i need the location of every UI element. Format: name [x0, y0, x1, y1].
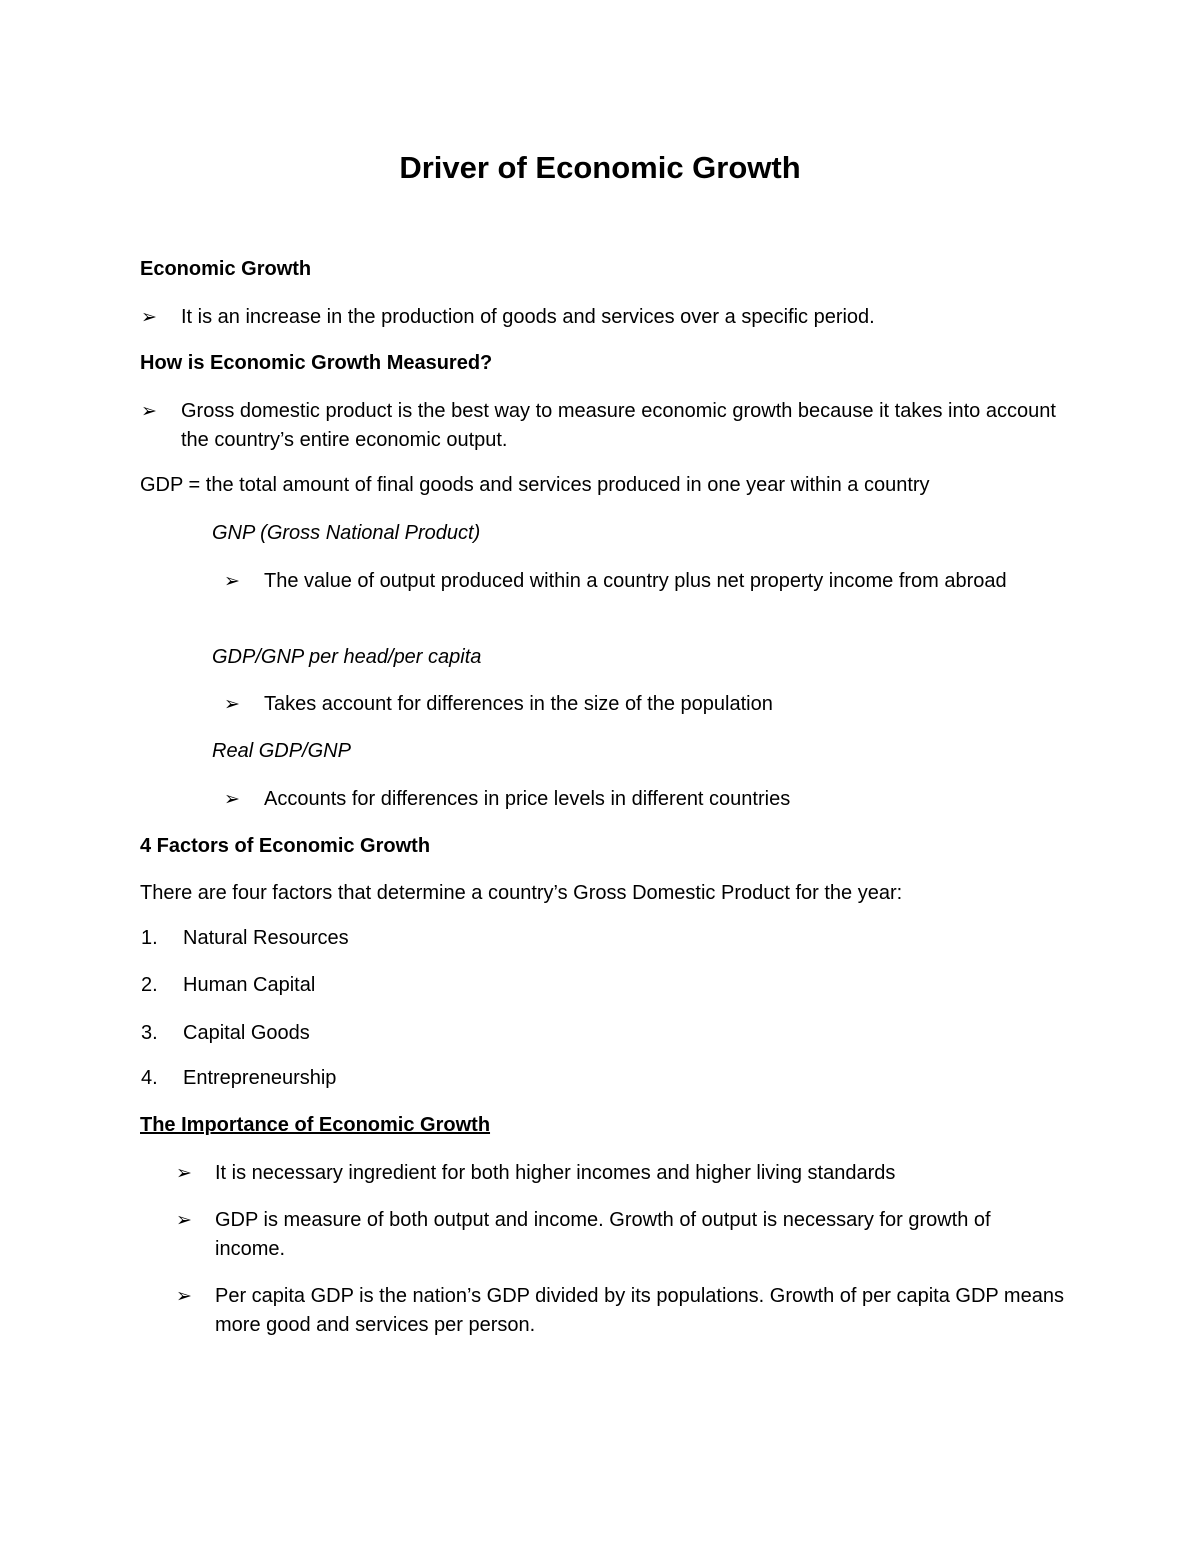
bullet-text: Takes account for differences in the size of the population [264, 693, 773, 715]
bullet-text: Accounts for differences in price levels in different countries [264, 788, 791, 810]
arrow-bullet-icon: ➢ [141, 401, 157, 422]
bullet-text: Gross domestic product is the best way to measure economic growth because it takes into account the country’s entire economic output. [181, 400, 1056, 451]
list-item: Human Capital [183, 974, 316, 996]
list-number: 2. [141, 974, 158, 996]
arrow-bullet-icon: ➢ [224, 571, 240, 592]
gdp-definition: GDP = the total amount of final goods and services produced in one year within a country [140, 474, 930, 496]
list-item: Natural Resources [183, 927, 349, 949]
bullet-text: The value of output produced within a country plus net property income from abroad [264, 570, 1007, 592]
bullet-text: Per capita GDP is the nation’s GDP divided by its populations. Growth of per capita GDP means more good and services per person. [215, 1285, 1064, 1336]
factors-intro: There are four factors that determine a country’s Gross Domestic Product for the year: [140, 882, 903, 904]
list-number: 4. [141, 1067, 158, 1089]
document-title: Driver of Economic Growth [399, 150, 801, 185]
section-heading-factors: 4 Factors of Economic Growth [140, 835, 431, 857]
list-number: 3. [141, 1022, 158, 1044]
list-item: Entrepreneurship [183, 1067, 337, 1089]
sub-heading-per-capita: GDP/GNP per head/per capita [212, 646, 482, 668]
arrow-bullet-icon: ➢ [176, 1210, 192, 1231]
bullet-text: It is an increase in the production of goods and services over a specific period. [181, 306, 875, 328]
list-number: 1. [141, 927, 158, 949]
arrow-bullet-icon: ➢ [224, 789, 240, 810]
list-item: Capital Goods [183, 1022, 310, 1044]
section-heading-importance: The Importance of Economic Growth [140, 1114, 491, 1136]
arrow-bullet-icon: ➢ [224, 694, 240, 715]
arrow-bullet-icon: ➢ [176, 1163, 192, 1184]
bullet-text: GDP is measure of both output and income. Growth of output is necessary for growth of income. [215, 1209, 991, 1260]
arrow-bullet-icon: ➢ [141, 307, 157, 328]
bullet-text: It is necessary ingredient for both higher incomes and higher living standards [215, 1162, 896, 1184]
sub-heading-gnp: GNP (Gross National Product) [212, 522, 481, 544]
section-heading-economic-growth: Economic Growth [140, 258, 312, 280]
section-heading-measurement: How is Economic Growth Measured? [140, 352, 493, 374]
arrow-bullet-icon: ➢ [176, 1286, 192, 1307]
sub-heading-real-gdp: Real GDP/GNP [212, 740, 351, 762]
